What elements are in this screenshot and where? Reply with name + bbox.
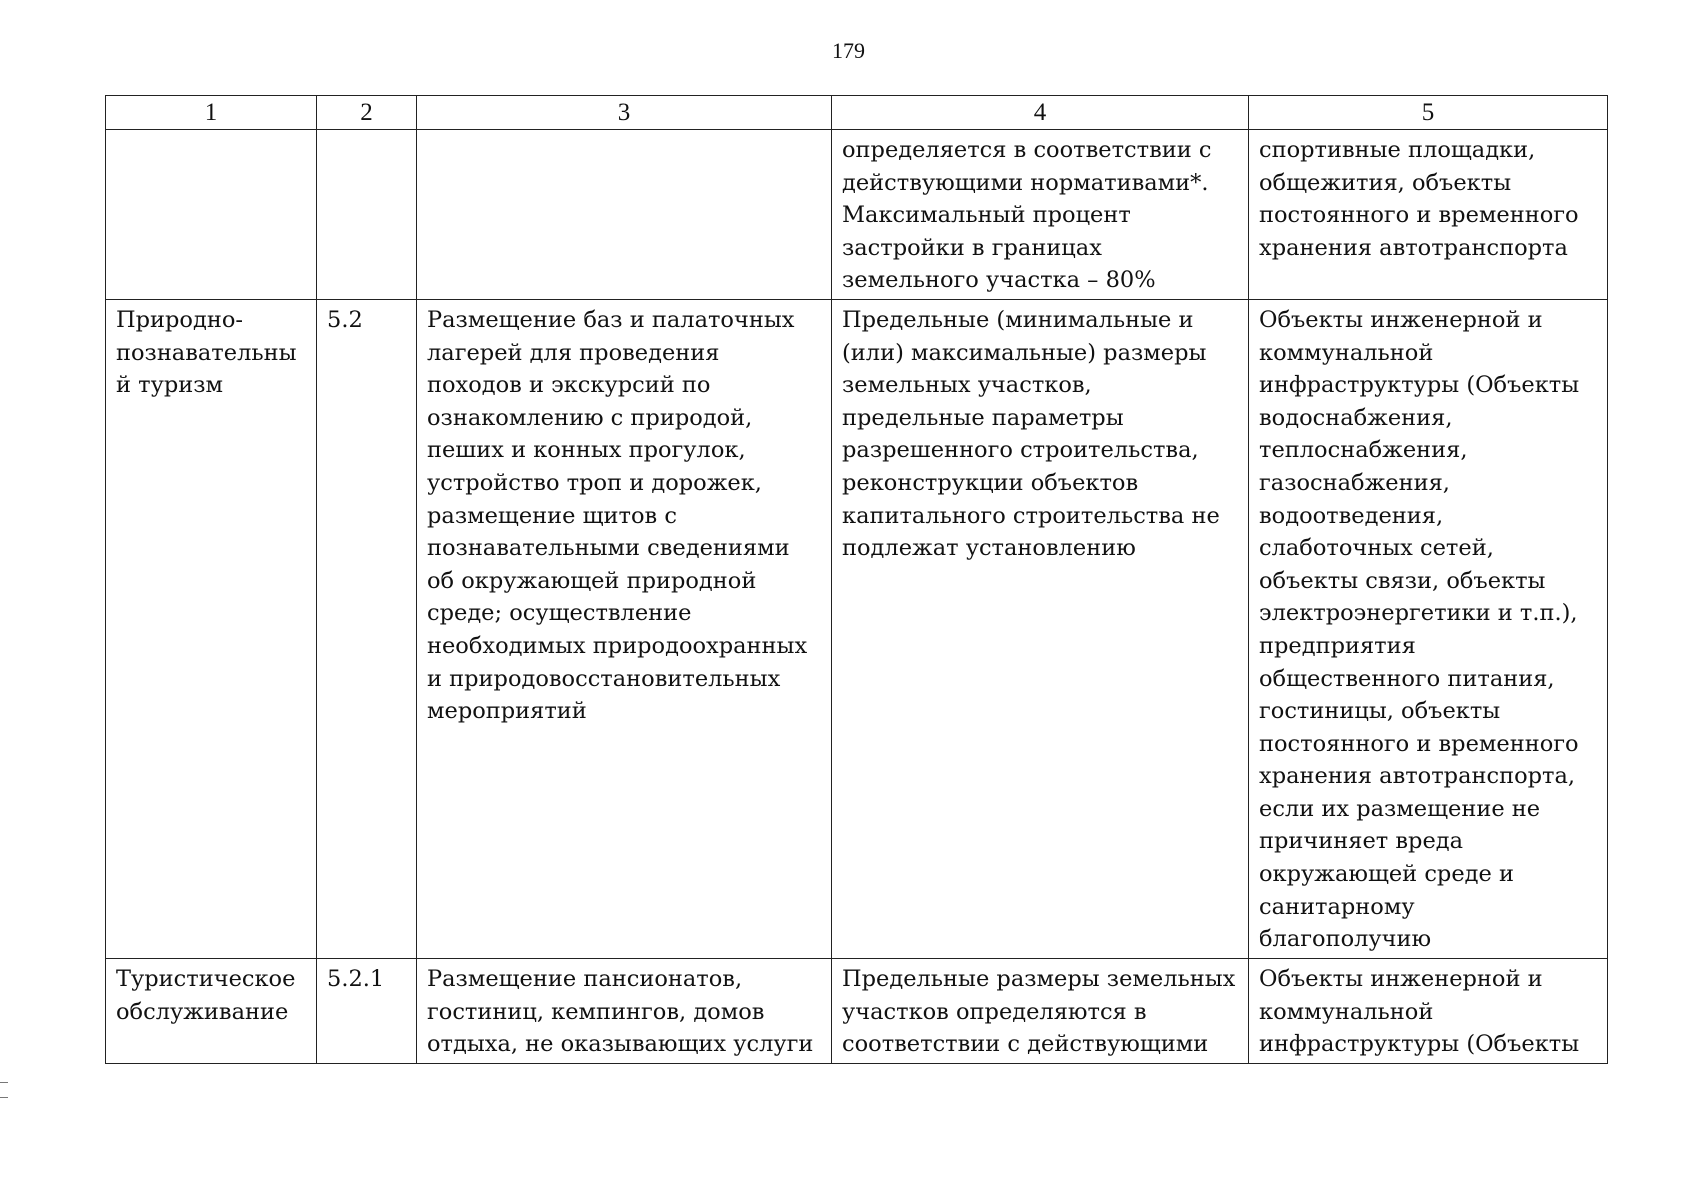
table-row	[106, 130, 1608, 300]
cell-description: Размещение баз и палаточных лагерей для проведения походов и экскурсий по ознакомлению с природой, пеших и конных прогулок, устройство троп и дорожек, размещение щитов с познавательными сведениями об окружающей природной среде; осуществление необходимых природоохранных и природовосстановительных мероприятий	[417, 299, 832, 958]
cell-code: 5.2.1	[317, 958, 417, 1063]
cell-description: Размещение пансионатов, гостиниц, кемпингов, домов отдыха, не оказывающих услуги	[417, 958, 832, 1063]
cell-use-name: Природно- познавательны й туризм	[106, 299, 317, 958]
column-header: 4	[832, 96, 1249, 130]
cell-code: 5.2	[317, 299, 417, 958]
cell-parameters: определяется в соответствии с действующими нормативами*. Максимальный процент застройки в границах земельного участка – 80%	[832, 130, 1249, 300]
cell-use-name: Туристическое обслуживание	[106, 958, 317, 1063]
cell-objects: спортивные площадки, общежития, объекты постоянного и временного хранения автотранспорта	[1249, 130, 1608, 300]
column-header: 2	[317, 96, 417, 130]
cell-use-name	[106, 130, 317, 300]
column-header: 3	[417, 96, 832, 130]
cell-description	[417, 130, 832, 300]
cell-parameters: Предельные размеры земельных участков определяются в соответствии с действующими	[832, 958, 1249, 1063]
table-row	[106, 958, 1608, 1063]
zoning-table	[105, 95, 1608, 1064]
scan-margin-mark	[0, 1082, 8, 1098]
column-header: 1	[106, 96, 317, 130]
column-header: 5	[1249, 96, 1608, 130]
cell-objects: Объекты инженерной и коммунальной инфраструктуры (Объекты	[1249, 958, 1608, 1063]
cell-parameters: Предельные (минимальные и (или) максимальные) размеры земельных участков, предельные параметры разрешенного строительства, реконструкции объектов капитального строительства не подлежат установлению	[832, 299, 1249, 958]
cell-code	[317, 130, 417, 300]
page-number: 179	[832, 38, 865, 63]
cell-objects: Объекты инженерной и коммунальной инфраструктуры (Объекты водоснабжения, теплоснабжения, газоснабжения, водоотведения, слаботочных сетей, объекты связи, объекты электроэнергетики и т.п.), предприятия общественного питания, гостиницы, объекты постоянного и временного хранения автотранспорта, если их размещение не причиняет вреда окружающей среде и санитарному благополучию	[1249, 299, 1608, 958]
table-row	[106, 299, 1608, 958]
table-header-row	[106, 96, 1608, 130]
